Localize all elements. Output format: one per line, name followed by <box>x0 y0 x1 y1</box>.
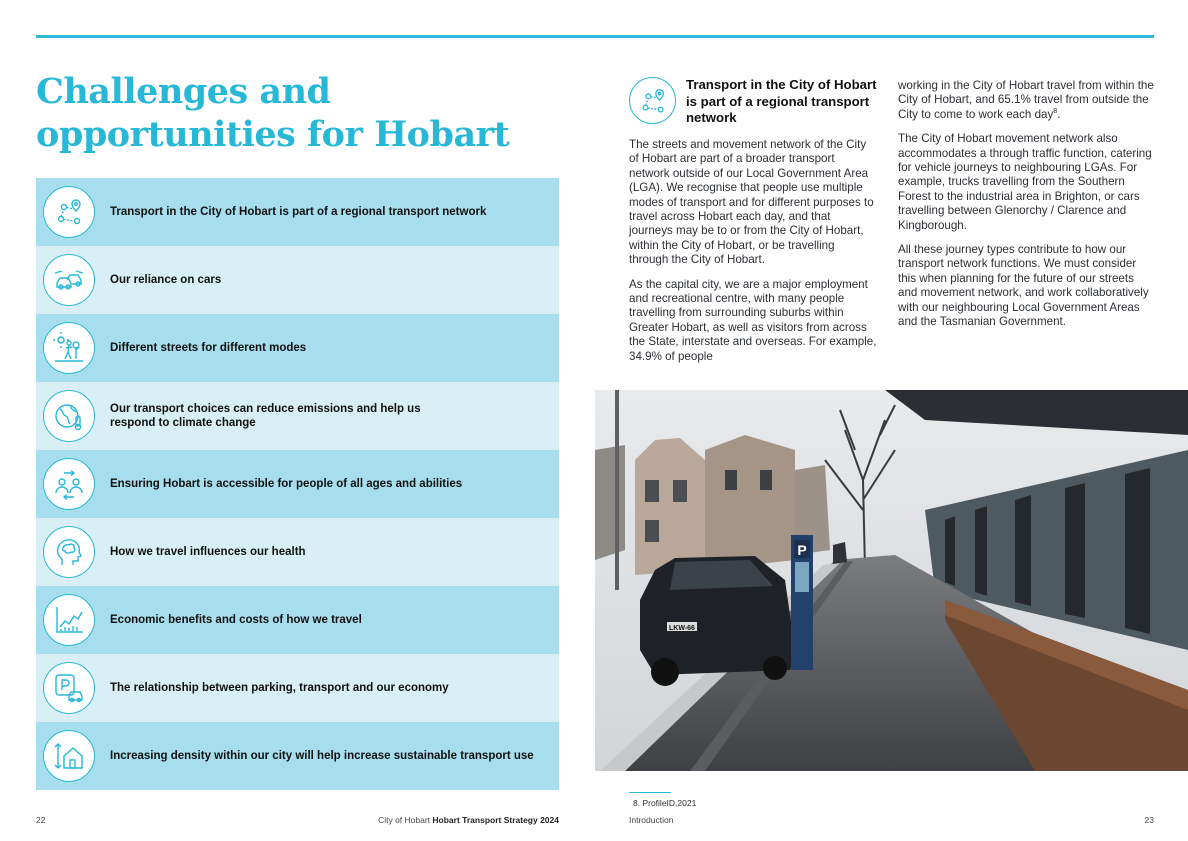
body-paragraph: All these journey types contribute to how our transport network functions. We must consider this when planning for the future of our streets and movement network, and work collaboratively with our neighbouring Local Government Areas and the Tasmanian Government. <box>898 243 1149 329</box>
page-title: Challenges and opportunities for Hobart <box>36 71 510 155</box>
topic-label: How we travel influences our health <box>110 546 306 558</box>
parking-sign: P <box>797 542 807 558</box>
license-plate: LKW-66 <box>669 625 695 632</box>
topic-row <box>36 722 559 790</box>
globe-thermometer-icon <box>43 390 95 442</box>
topic-label: The relationship between parking, transport and our economy <box>110 682 449 694</box>
topic-row <box>36 246 559 314</box>
page-number-left: 22 <box>36 815 46 825</box>
topic-row <box>36 450 559 518</box>
sentence-end: . <box>1057 107 1061 121</box>
topic-label: Economic benefits and costs of how we travel <box>110 614 362 626</box>
network-pin-icon <box>43 186 95 238</box>
footer-section-name: Introduction <box>629 815 674 825</box>
body-text: working in the City of Hobart travel from within the City of Hobart, and 65.1% travel from outside the City to come to work each day <box>898 79 1154 121</box>
body-column-right <box>898 79 1154 340</box>
footnote: 8. ProfileID,2021 <box>633 798 697 808</box>
topic-label: Increasing density within our city will help increase sustainable transport use <box>110 750 534 762</box>
topic-row <box>36 178 559 246</box>
topic-row <box>36 586 559 654</box>
head-brain-icon <box>43 526 95 578</box>
topic-row <box>36 654 559 722</box>
street-pedestrian-icon <box>43 322 95 374</box>
topic-label: Our transport choices can reduce emissions and help us respond to climate change <box>110 403 421 429</box>
footer-document-title <box>378 815 559 825</box>
top-accent-rule <box>36 35 1154 38</box>
topic-label: Transport in the City of Hobart is part of a regional transport network <box>110 206 487 218</box>
people-arrows-icon <box>43 458 95 510</box>
footer-org: City of Hobart <box>378 815 433 825</box>
network-pin-icon <box>629 77 676 124</box>
topic-label: Our reliance on cars <box>110 274 222 286</box>
body-paragraph <box>898 79 1154 122</box>
topic-label: Ensuring Hobart is accessible for people of all ages and abilities <box>110 478 463 490</box>
street-photo <box>595 390 1188 771</box>
body-column-left <box>629 138 877 374</box>
topic-row <box>36 382 559 450</box>
topic-row <box>36 314 559 382</box>
topic-row <box>36 518 559 586</box>
footnote-ref[interactable]: 8 <box>1053 107 1058 115</box>
footer-title: Hobart Transport Strategy 2024 <box>432 815 559 825</box>
cars-icon <box>43 254 95 306</box>
section-heading: Transport in the City of Hobart is part of a regional transport network <box>686 77 877 126</box>
footnote-rule <box>629 792 671 793</box>
body-paragraph: The streets and movement network of the City of Hobart are part of a broader transport network outside of our Local Government Area (LGA). We recognise that people use multiple modes of transport and for different purposes to travel across Hobart each day, and that journeys may be to or from the City of Hobart, within the City of Hobart, or be travelling through the City of Hobart. <box>629 138 874 267</box>
topic-label: Different streets for different modes <box>110 342 307 354</box>
topic-list <box>36 178 559 790</box>
body-paragraph: As the capital city, we are a major employment and recreational centre, with many people travelling from surrounding suburbs within Greater Hobart, as well as visitors from across the State, interstate and overseas. For example, 34.9% of people <box>629 277 877 363</box>
parking-car-icon <box>43 662 95 714</box>
page-number-right: 23 <box>1144 815 1154 825</box>
line-chart-icon <box>43 594 95 646</box>
body-paragraph: The City of Hobart movement network also accommodates a through traffic function, catering for vehicle journeys to neighbouring LGAs. For example, trucks travelling from the Southern Forest to the industrial area in Brighton, or cars travelling between Glenorchy / Clarence and Kingborough. <box>898 132 1152 232</box>
house-density-icon <box>43 730 95 782</box>
